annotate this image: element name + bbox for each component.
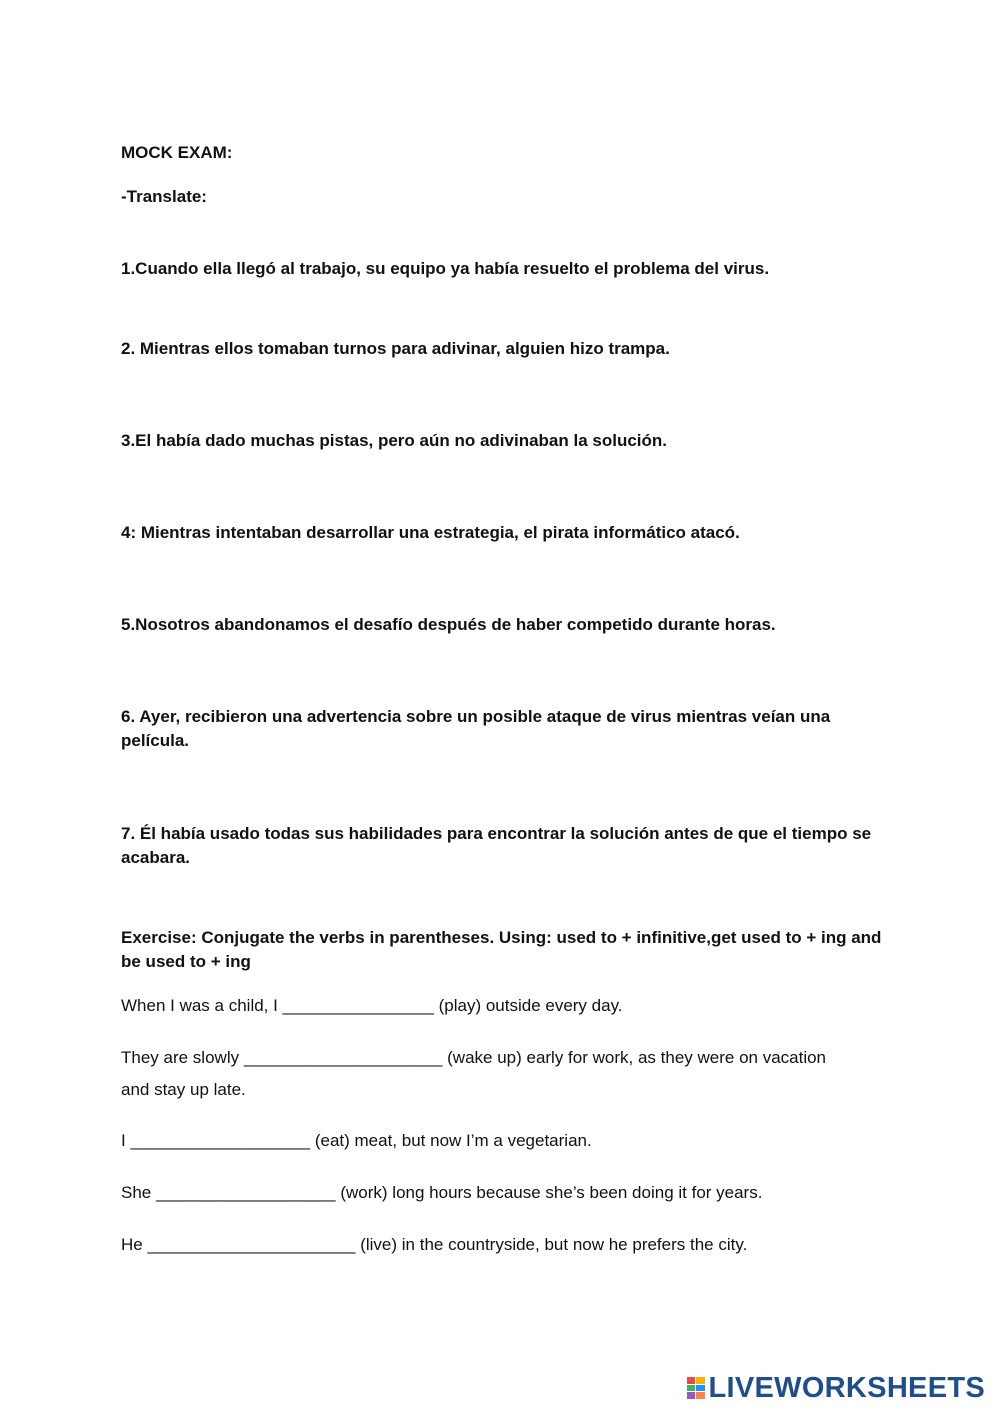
sentence-text-before: He [121,1235,143,1254]
translate-item-3: 3.El había dado muchas pistas, pero aún no adivinaban la solución. [121,431,668,450]
sentence-text-after: (play) outside every day. [438,996,623,1015]
section-label-translate: -Translate: [121,187,207,206]
page-title: MOCK EXAM: [121,143,233,162]
answer-blank[interactable]: ______________________ [147,1235,356,1254]
translate-item-6: 6. Ayer, recibieron una advertencia sobre un posible ataque de virus mientras veían una película. [121,707,831,750]
translate-item-2: 2. Mientras ellos tomaban turnos para adivinar, alguien hizo trampa. [121,339,670,358]
sentence-text-after: (wake up) early for work, as they were on vacation and stay up late. [121,1048,827,1099]
exercise-sentence-4 [121,1177,762,1209]
sentence-text-after: (eat) meat, but now I’m a vegetarian. [314,1131,592,1150]
sentence-text-before: She [121,1183,152,1202]
answer-blank[interactable]: ___________________ [155,1183,336,1202]
sentence-text-before: They are slowly [121,1048,240,1067]
translate-item-1: 1.Cuando ella llegó al trabajo, su equipo ya había resuelto el problema del virus. [121,259,770,278]
exercise-sentence-2 [121,1042,841,1106]
logo-mark-icon [687,1377,705,1399]
sentence-text-before: When I was a child, I [121,996,278,1015]
translate-item-7: 7. Él había usado todas sus habilidades para encontrar la solución antes de que el tiempo se acabara. [121,824,872,867]
logo-text: LIVEWORKSHEETS [708,1371,985,1404]
answer-blank[interactable]: ________________ [282,996,434,1015]
translate-item-4: 4: Mientras intentaban desarrollar una estrategia, el pirata informático atacó. [121,523,740,542]
exercise-sentence-1 [121,990,623,1022]
answer-blank[interactable]: ___________________ [130,1131,311,1150]
exercise-instructions: Exercise: Conjugate the verbs in parentheses. Using: used to + infinitive,get used to + ing and be used to + ing [121,928,882,971]
sentence-text-before: I [121,1131,126,1150]
translate-item-5: 5.Nosotros abandonamos el desafío después de haber competido durante horas. [121,615,776,634]
answer-blank[interactable]: _____________________ [243,1048,443,1067]
sentence-text-after: (work) long hours because she’s been doing it for years. [340,1183,763,1202]
exercise-sentence-3 [121,1125,592,1157]
sentence-text-after: (live) in the countryside, but now he prefers the city. [360,1235,748,1254]
exercise-sentence-5 [121,1229,747,1261]
liveworksheets-logo [687,1371,986,1404]
